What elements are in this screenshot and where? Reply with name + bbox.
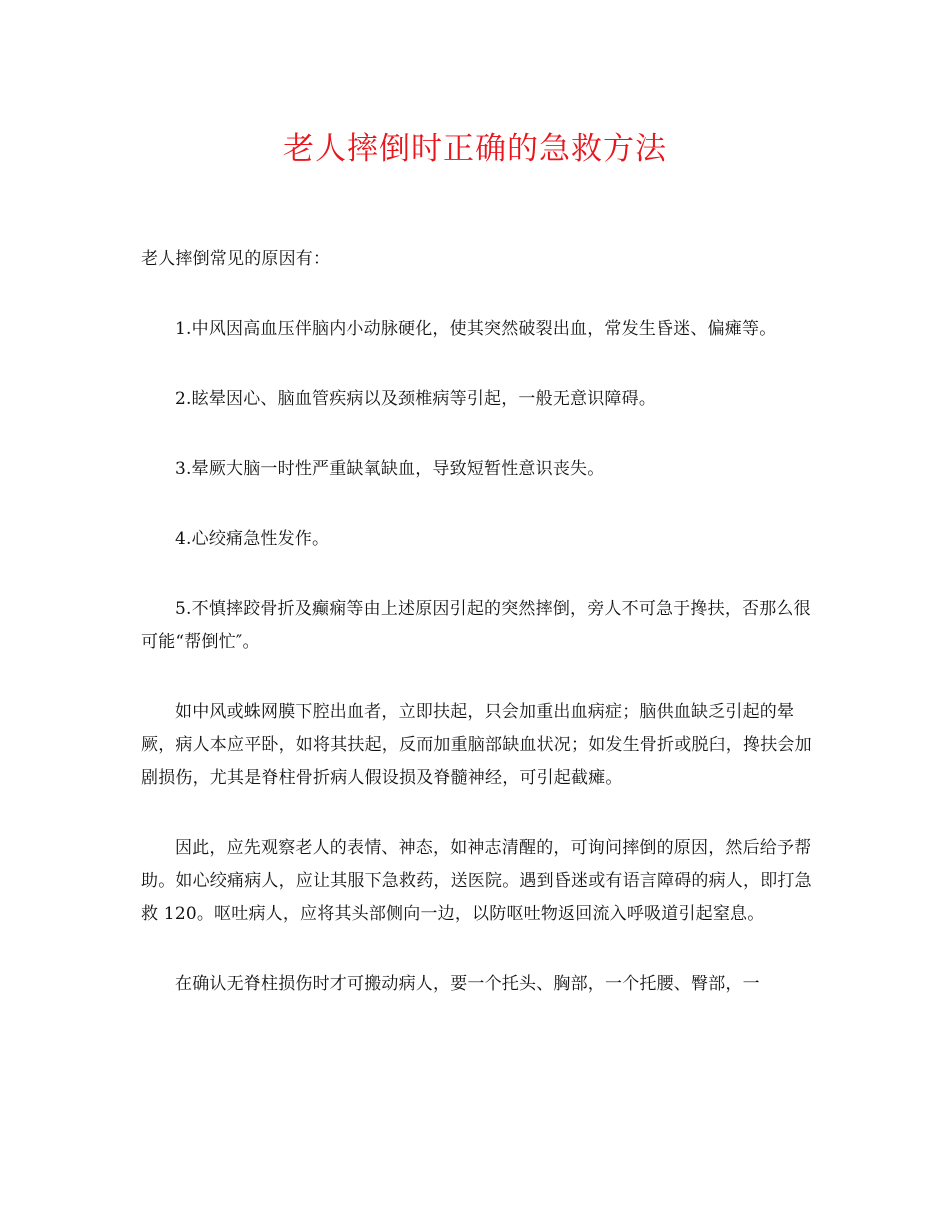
body-paragraph-3: 在确认无脊柱损伤时才可搬动病人，要一个托头、胸部，一个托腰、臀部，一 [175, 974, 760, 994]
cause-item-2: 2.眩晕因心、脑血管疾病以及颈椎病等引起，一般无意识障碍。 [175, 389, 657, 409]
cause-item-1: 1.中风因高血压伴脑内小动脉硬化，使其突然破裂出血，常发生昏迷、偏瘫等。 [175, 319, 777, 339]
intro-paragraph: 老人摔倒常见的原因有： [141, 249, 331, 269]
document-body [141, 243, 813, 1001]
cause-item-3: 3.晕厥大脑一时性严重缺氧缺血，导致短暂性意识丧失。 [175, 459, 605, 479]
body-paragraph-1: 如中风或蛛网膜下腔出血者，立即扶起，只会加重出血病症；脑供血缺乏引起的晕厥，病人本应平卧，如将其扶起，反而加重脑部缺血状况；如发生骨折或脱臼，搀扶会加剧损伤，尤其是脊柱骨折病人假设损及脊髓神经，可引起截瘫。 [141, 702, 812, 788]
cause-item-4: 4.心绞痛急性发作。 [175, 529, 330, 549]
body-paragraph-2: 因此，应先观察老人的表情、神态，如神志清醒的，可询问摔倒的原因，然后给予帮助。如心绞痛病人，应让其服下急救药，送医院。遇到昏迷或有语言障碍的病人，即打急救 120。呕吐病人，应将其头部侧向一边，以防呕吐物返回流入呼吸道引起窒息。 [141, 838, 812, 924]
cause-item-5: 5.不慎摔跤骨折及癫痫等由上述原因引起的突然摔倒，旁人不可急于搀扶，否那么很可能“帮倒忙″。 [141, 599, 811, 652]
document-title: 老人摔倒时正确的急救方法 [283, 131, 667, 167]
